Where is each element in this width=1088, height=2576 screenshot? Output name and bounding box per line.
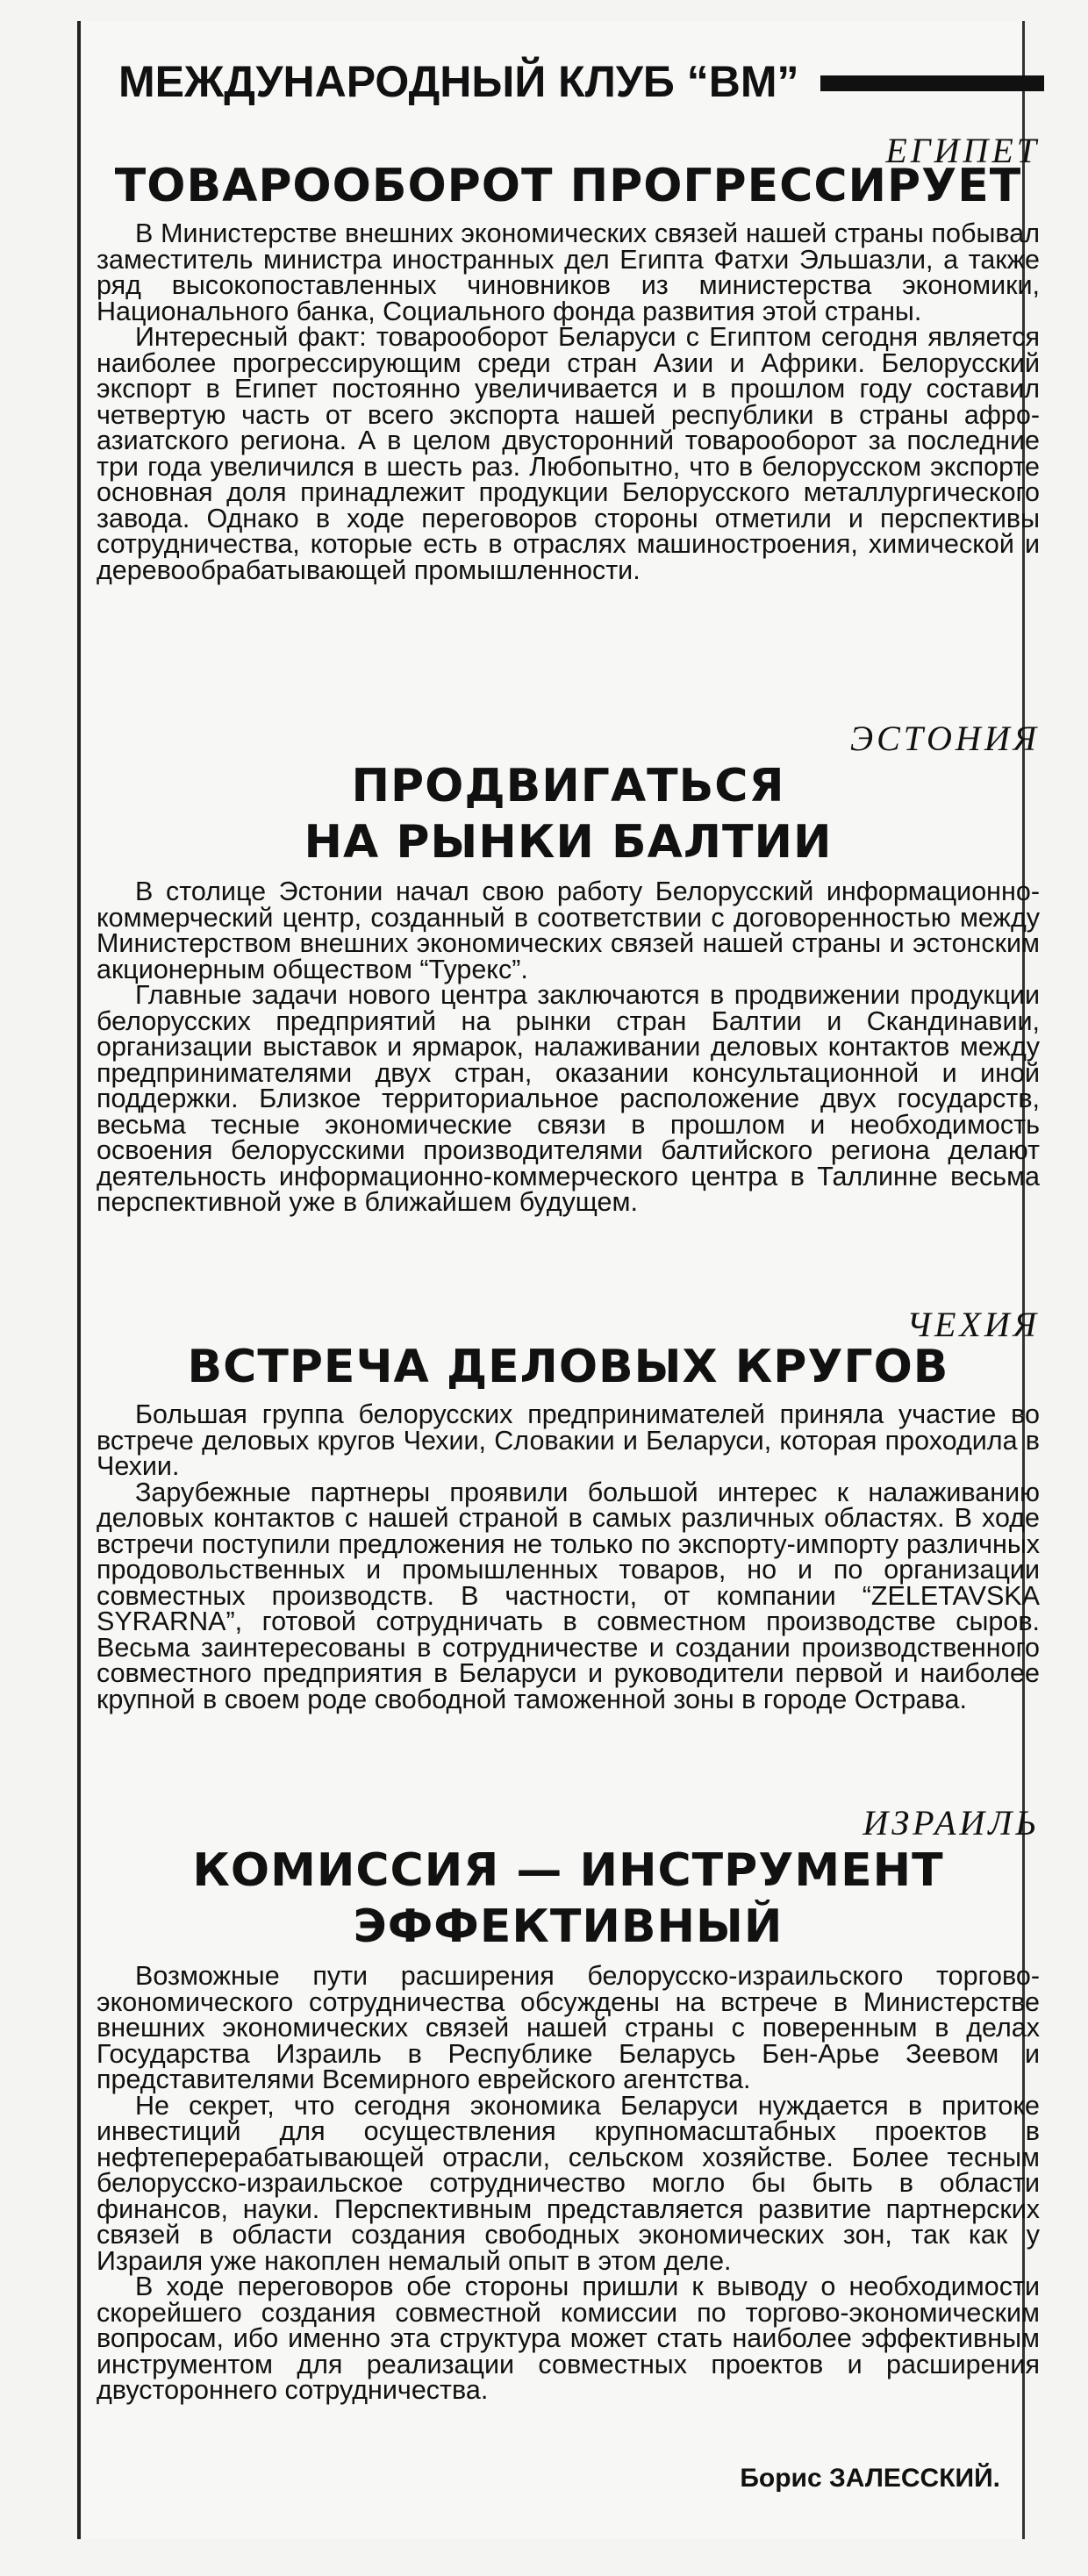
headline-line: ЭФФЕКТИВНЫЙ <box>353 1900 784 1953</box>
article-paragraph: В Министерстве внешних экономических связей нашей страны побывал заместитель министра иностранных дел Египта Фатхи Эльшазли, а также ряд высокопоставленных чиновников из министерства экономики, Национального банка, Социального фонда развития этой страны. <box>97 218 1040 326</box>
header-rule <box>820 75 1044 91</box>
headline-line: КОМИССИЯ — ИНСТРУМЕНТ <box>192 1844 944 1897</box>
article-paragraph: Интересный факт: товарооборот Беларуси с Египтом сегодня является наиболее прогрессирующим среди стран Азии и Африки. Белорусский экспорт в Египет постоянно увеличивается и в прошлом году составил четвертую часть от всего экспорта нашей республики в страны афро-азиатского региона. А в целом двусторонний товарооборот за последние три года увеличился в шесть раз. Любопытно, что в белорусском экспорте основная доля принадлежит продукции Белорусского металлургического завода. Однако в ходе переговоров стороны отметили и перспективы сотрудничества, которые есть в отраслях машиностроения, химической и деревообрабатывающей промышленности. <box>97 322 1040 585</box>
article-paragraph: В ходе переговоров обе стороны пришли к выводу о необходимости скорейшего создания совместной комиссии по торгово-экономическим вопросам, ибо именно эта структура может стать наиболее эффективным инструментом для реализации совместных проектов и расширения двустороннего сотрудничества. <box>97 2272 1040 2405</box>
country-label: ЕГИПЕТ <box>885 131 1040 170</box>
article-israel <box>97 1804 1040 2404</box>
article-estonia <box>97 719 1040 1216</box>
article-paragraph: Не секрет, что сегодня экономика Беларуси нуждается в притоке инвестиций для осуществления крупномасштабных проектов в нефтеперерабатывающей отрасли, сельском хозяйстве. Более тесным белорусско-израильское сотрудничество могло бы быть в области финансов, науки. Перспективным представляется развитие партнерских связей в области создания свободных экономических зон, так как у Израиля уже накоплен немалый опыт в этом деле. <box>97 2090 1040 2276</box>
author-signature: Борис ЗАЛЕССКИЙ. <box>740 2464 1000 2493</box>
headline-line: ТОВАРООБОРОТ ПРОГРЕССИРУЕТ <box>114 160 1022 212</box>
column-title: МЕЖДУНАРОДНЫЙ КЛУБ “ВМ” <box>118 57 799 106</box>
article-paragraph: Главные задачи нового центра заключаются в продвижении продукции белорусских предприятий на рынки стран Балтии и Скандинавии, организации выставок и ярмарок, налаживании деловых контактов между предпринимателями двух стран, оказании консультационной и иной поддержки. Близкое территориальное расположение двух государств, весьма тесные экономические связи в прошлом и необходимость освоения белорусскими производителями балтийского региона делают деятельность информационно-коммерческого центра в Таллинне весьма перспективной уже в ближайшем будущем. <box>97 980 1040 1217</box>
headline-line: ВСТРЕЧА ДЕЛОВЫХ КРУГОВ <box>187 1341 949 1393</box>
headline-line: НА РЫНКИ БАЛТИИ <box>304 816 833 869</box>
article-paragraph: Возможные пути расширения белорусско-израильского торгово-экономического сотрудничества обсуждены на встрече в Министерстве внешних экономических связей нашей страны с поверенным в делах Государства Израиль в Республике Беларусь Бен-Арье Зеевом и представителями Всемирного еврейского агентства. <box>97 1961 1040 2094</box>
column-header <box>118 51 1057 112</box>
article-paragraph: Зарубежные партнеры проявили большой интерес к налаживанию деловых контактов с нашей страной в самых различных областях. В ходе встречи поступили предложения не только по экспорту-импорту различных продовольственных и промышленных товаров, но и по организации совместных производств. В частности, от компании “ZELETAVSKA SYRARNA”, готовой сотрудничать в совместном производстве сыров. Весьма заинтересованы в сотрудничестве и создании производственного совместного предприятия в Беларуси и руководители первой и наиболее крупной в своем роде свободной таможенной зоны в городе Острава. <box>97 1477 1040 1714</box>
article-paragraph: Большая группа белорусских предпринимателей приняла участие во встрече деловых кругов Чехии, Словакии и Беларуси, которая проходила в Чехии. <box>97 1399 1040 1481</box>
article-headline <box>97 1339 1040 1395</box>
article-egypt <box>97 132 1040 583</box>
article-paragraph: В столице Эстонии начал свою работу Белорусский информационно-коммерческий центр, созданный в соответствии с договоренностью между Министерством внешних экономических связей нашей страны и эстонским акционерным обществом “Турекс”. <box>97 877 1040 984</box>
article-czech <box>97 1306 1040 1713</box>
headline-line: ПРОДВИГАТЬСЯ <box>351 760 785 812</box>
country-label: ИЗРАИЛЬ <box>863 1803 1040 1843</box>
article-headline <box>97 1843 1040 1955</box>
article-headline <box>97 158 1040 214</box>
country-label: ЧЕХИЯ <box>906 1305 1040 1344</box>
country-label: ЭСТОНИЯ <box>849 719 1040 758</box>
article-headline <box>97 758 1040 870</box>
